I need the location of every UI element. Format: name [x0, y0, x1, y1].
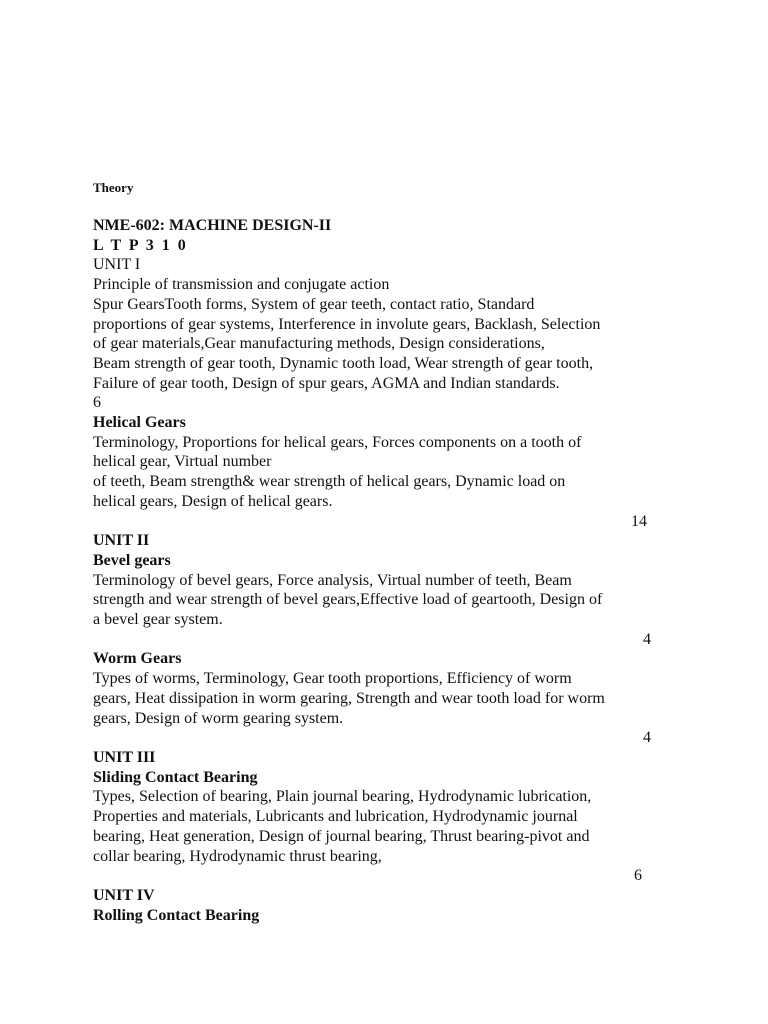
helical-gears-text-line: of teeth, Beam strength& wear strength of helical gears, Dynamic load on — [93, 473, 566, 491]
unit-2-heading: UNIT II — [93, 532, 150, 550]
worm-gears-hours: 4 — [643, 729, 651, 747]
spur-gears-text-line: of gear materials,Gear manufacturing methods, Design considerations, — [93, 335, 545, 353]
unit-1-heading: UNIT I — [93, 256, 141, 274]
bevel-gears-hours: 4 — [643, 630, 651, 648]
sliding-bearing-text-line: Properties and materials, Lubricants and lubrication, Hydrodynamic journal — [93, 808, 578, 826]
unit-1-intro: Principle of transmission and conjugate action — [93, 276, 390, 294]
spur-gears-text-line: proportions of gear systems, Interference in involute gears, Backlash, Selection — [93, 315, 601, 333]
bevel-gears-text-line: Terminology of bevel gears, Force analysis, Virtual number of teeth, Beam — [93, 571, 572, 589]
worm-gears-text-line: gears, Design of worm gearing system. — [93, 709, 344, 727]
sliding-bearing-text-line: bearing, Heat generation, Design of journal bearing, Thrust bearing-pivot and — [93, 827, 590, 845]
unit-4-heading: UNIT IV — [93, 886, 155, 904]
theory-label: Theory — [93, 180, 134, 195]
worm-gears-heading: Worm Gears — [93, 650, 182, 668]
rolling-contact-bearing-heading: Rolling Contact Bearing — [93, 906, 260, 924]
worm-gears-text-line: gears, Heat dissipation in worm gearing, Strength and wear tooth load for worm — [93, 689, 605, 707]
sliding-bearing-hours: 6 — [634, 867, 642, 885]
sliding-bearing-text-line: Types, Selection of bearing, Plain journal bearing, Hydrodynamic lubrication, — [93, 788, 592, 806]
helical-gears-text-line: Terminology, Proportions for helical gears, Forces components on a tooth of — [93, 433, 582, 451]
worm-gears-text-line: Types of worms, Terminology, Gear tooth proportions, Efficiency of worm — [93, 670, 572, 688]
spur-gears-text-line: Spur GearsTooth forms, System of gear teeth, contact ratio, Standard — [93, 295, 535, 313]
bevel-gears-text-line: strength and wear strength of bevel gears,Effective load of geartooth, Design of — [93, 591, 603, 609]
bevel-gears-text-line: a bevel gear system. — [93, 611, 223, 629]
helical-gears-heading: Helical Gears — [93, 414, 186, 432]
syllabus-content — [93, 216, 678, 925]
helical-gears-hours: 14 — [631, 512, 647, 530]
sliding-bearing-text-line: collar bearing, Hydrodynamic thrust bearing, — [93, 847, 382, 865]
course-title: NME-602: MACHINE DESIGN-II — [93, 217, 332, 234]
helical-gears-text-line: helical gear, Virtual number — [93, 453, 272, 471]
bevel-gears-heading: Bevel gears — [93, 551, 171, 569]
spur-gears-text-line: Beam strength of gear tooth, Dynamic tooth load, Wear strength of gear tooth, — [93, 354, 594, 372]
ltp-line: L T P 3 1 0 — [93, 236, 188, 254]
sliding-contact-bearing-heading: Sliding Contact Bearing — [93, 768, 258, 786]
unit-3-heading: UNIT III — [93, 748, 156, 766]
helical-gears-text-line: helical gears, Design of helical gears. — [93, 492, 333, 510]
spur-gears-hours: 6 — [93, 394, 101, 412]
spur-gears-text-line: Failure of gear tooth, Design of spur gears, AGMA and Indian standards. — [93, 374, 560, 392]
